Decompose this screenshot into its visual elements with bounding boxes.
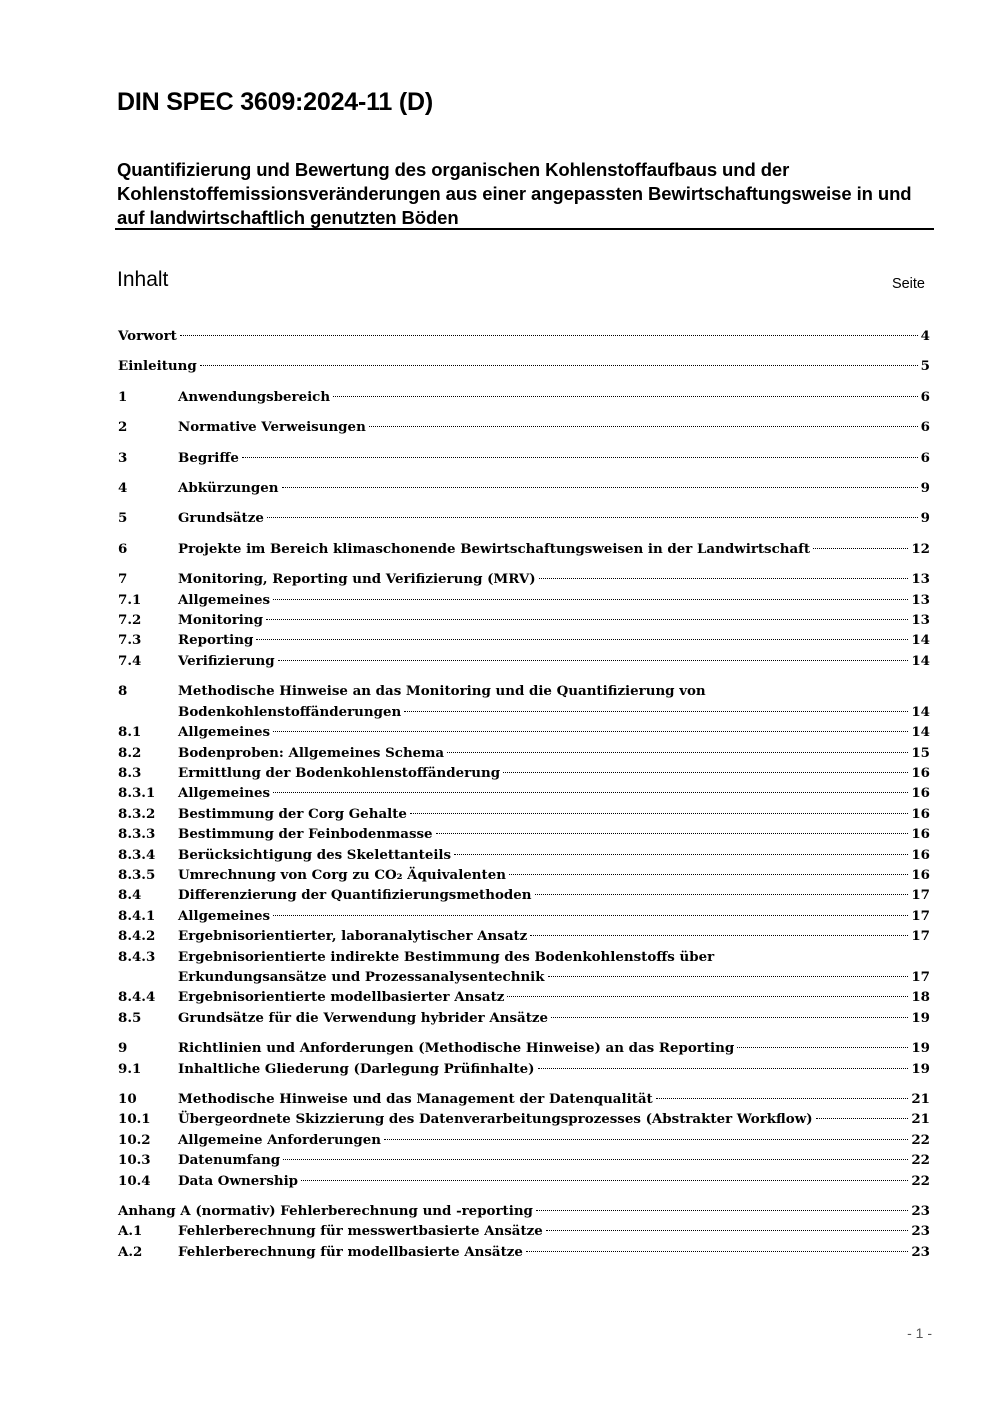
toc-entry[interactable]	[118, 610, 930, 630]
toc-entry-title: Richtlinien und Anforderungen (Methodische Hinweise) an das Reporting	[178, 1040, 735, 1057]
toc-entry-title: Grundsätze	[178, 510, 264, 527]
toc-entry[interactable]	[118, 1038, 930, 1058]
toc-entry-title: Begriffe	[178, 449, 239, 466]
toc-entry-title: Umrechnung von Corg zu CO₂ Äquivalenten	[178, 866, 506, 883]
toc-entry-title: Ergebnisorientierter, laboranalytischer Ansatz	[178, 928, 528, 945]
toc-leader-dots	[816, 1118, 909, 1119]
toc-entry-number: 9.1	[118, 1060, 142, 1077]
toc-entry-number: 10.3	[118, 1152, 151, 1169]
toc-entry-title-line: Ergebnisorientierte indirekte Bestimmung des Bodenkohlenstoffs über	[178, 948, 715, 965]
toc-entry-title: Erkundungsansätze und Prozessanalysentechnik	[178, 968, 545, 985]
toc-leader-dots	[333, 396, 918, 397]
page-number: - 1 -	[907, 1325, 932, 1341]
toc-entry-page: 22	[911, 1131, 930, 1148]
toc-entry-page: 13	[911, 612, 930, 629]
toc-entry-title: Allgemeine Anforderungen	[178, 1131, 382, 1148]
toc-entry-title: Ergebnisorientierte modellbasierter Ansatz	[178, 989, 505, 1006]
toc-entry-page: 16	[911, 846, 930, 863]
toc-entry[interactable]	[118, 1221, 930, 1241]
toc-entry-number: 8.4.1	[118, 907, 156, 924]
toc-leader-dots	[539, 578, 909, 579]
toc-entry-title: Fehlerberechnung für messwertbasierte Ansätze	[178, 1223, 543, 1240]
toc-entry-page: 19	[911, 1009, 930, 1026]
toc-leader-dots	[813, 548, 908, 549]
toc-entry-page: 13	[911, 571, 930, 588]
toc-entry-number: 8.5	[118, 1009, 142, 1026]
toc-entry-page: 21	[911, 1111, 930, 1128]
toc-entry-number: 7.2	[118, 612, 142, 629]
toc-entry-title: Einleitung	[118, 358, 197, 375]
toc-entry-page: 23	[911, 1203, 930, 1220]
toc-entry-title-line: Methodische Hinweise an das Monitoring und die Quantifizierung von	[178, 683, 706, 700]
toc-entry[interactable]	[118, 508, 930, 528]
toc-entry-page: 14	[911, 703, 930, 720]
toc-leader-dots	[551, 1017, 908, 1018]
toc-entry[interactable]	[118, 417, 930, 437]
toc-entry[interactable]	[118, 1201, 930, 1221]
toc-entry-title: Bestimmung der Corg Gehalte	[178, 805, 407, 822]
toc-entry-number: 10.4	[118, 1172, 151, 1189]
toc-entry-title: Fehlerberechnung für modellbasierte Ansätze	[178, 1243, 523, 1260]
toc-entry-title: Ermittlung der Bodenkohlenstoffänderung	[178, 764, 501, 781]
toc-entry-page: 18	[911, 989, 930, 1006]
toc-entry[interactable]	[118, 947, 930, 988]
toc-leader-dots	[656, 1098, 909, 1099]
toc-entry[interactable]	[118, 651, 930, 671]
toc-entry-page: 6	[920, 449, 930, 466]
toc-entry-title: Reporting	[178, 632, 254, 649]
toc-entry[interactable]	[118, 478, 930, 498]
toc-entry-title: Berücksichtigung des Skelettanteils	[178, 846, 452, 863]
toc-entry-title: Bodenkohlenstoffänderungen	[178, 703, 402, 720]
toc-entry[interactable]	[118, 387, 930, 407]
toc-entry-title: Verifizierung	[178, 652, 275, 669]
toc-leader-dots	[404, 711, 908, 712]
toc-entry-number: 10.2	[118, 1131, 151, 1148]
toc-leader-dots	[530, 935, 908, 936]
toc-leader-dots	[509, 874, 908, 875]
toc-leader-dots	[384, 1139, 908, 1140]
toc-entry-title: Bestimmung der Feinbodenmasse	[178, 826, 433, 843]
toc-entry-title: Projekte im Bereich klimaschonende Bewirtschaftungsweisen in der Landwirtschaft	[178, 540, 811, 557]
toc-leader-dots	[536, 1210, 908, 1211]
toc-entry-number: 5	[118, 510, 128, 527]
toc-entry-title: Allgemeines	[178, 591, 271, 608]
toc-entry[interactable]	[118, 326, 930, 346]
toc-entry[interactable]	[118, 1171, 930, 1191]
toc-leader-dots	[503, 772, 908, 773]
toc-entry[interactable]	[118, 1150, 930, 1170]
toc-entry-page: 19	[911, 1040, 930, 1057]
toc-entry-page: 16	[911, 866, 930, 883]
toc-entry[interactable]	[118, 845, 930, 865]
toc-entry[interactable]	[118, 865, 930, 885]
toc-entry-title: Allgemeines	[178, 785, 271, 802]
toc-leader-dots	[273, 599, 908, 600]
toc-leader-dots	[369, 426, 918, 427]
toc-entry-number: 10.1	[118, 1111, 151, 1128]
toc-entry-page: 6	[920, 419, 930, 436]
toc-entry-page: 17	[911, 887, 930, 904]
toc-entry-page: 16	[911, 785, 930, 802]
toc-leader-dots	[436, 833, 909, 834]
toc-entry-title: Allgemeines	[178, 907, 271, 924]
toc-leader-dots	[507, 996, 908, 997]
toc-entry[interactable]	[118, 885, 930, 905]
toc-entry-title: Anwendungsbereich	[178, 388, 331, 405]
toc-entry-page: 9	[920, 510, 930, 527]
toc-leader-dots	[737, 1047, 908, 1048]
toc-entry[interactable]	[118, 590, 930, 610]
toc-entry-page: 4	[920, 328, 930, 344]
toc-entry-number: 2	[118, 419, 128, 436]
toc-leader-dots	[546, 1230, 909, 1231]
toc-entry-number: 10	[118, 1091, 137, 1107]
toc-entry-number: 8.3.2	[118, 805, 156, 822]
toc-entry[interactable]	[118, 1089, 930, 1109]
toc-entry-title: Abkürzungen	[178, 480, 279, 497]
toc-leader-dots	[273, 915, 908, 916]
toc-entry-number: 1	[118, 388, 128, 405]
toc-entry-title: Monitoring	[178, 612, 263, 629]
toc-entry[interactable]	[118, 783, 930, 803]
toc-entry[interactable]	[118, 569, 930, 589]
toc-entry-number: 8.2	[118, 744, 142, 761]
toc-entry[interactable]	[118, 743, 930, 763]
toc-leader-dots	[273, 731, 908, 732]
toc-entry[interactable]	[118, 356, 930, 376]
toc-leader-dots	[526, 1251, 908, 1252]
toc-entry[interactable]	[118, 1059, 930, 1079]
toc-entry-page: 13	[911, 591, 930, 608]
toc-entry-number: 8.3.1	[118, 785, 156, 802]
toc-leader-dots	[273, 792, 908, 793]
toc-entry-number: 8.3.3	[118, 826, 156, 843]
toc-entry-page: 5	[920, 358, 930, 375]
toc-leader-dots	[538, 1068, 909, 1069]
toc-leader-dots	[282, 487, 918, 488]
toc-leader-dots	[447, 752, 908, 753]
toc-page-label: Seite	[891, 276, 925, 292]
toc-entry-page: 14	[911, 652, 930, 669]
toc-entry-number: 8.3.4	[118, 846, 156, 863]
toc-entry-number: 8.4	[118, 887, 142, 904]
toc-entry-page: 19	[911, 1060, 930, 1077]
toc-entry-page: 22	[911, 1152, 930, 1169]
toc-entry-page: 22	[911, 1172, 930, 1189]
toc-entry-number: 7	[118, 571, 128, 588]
document-title: Quantifizierung und Bewertung des organischen Kohlenstoffaufbaus und der Kohlenstoffemissionsveränderungen aus einer angepassten Bewirtschaftungsweise in und auf landwirtschaftlich genutzten Böden	[117, 159, 912, 228]
toc-entry-number: 7.1	[118, 591, 142, 608]
toc-entry-page: 16	[911, 764, 930, 781]
toc-entry-number: 8.4.4	[118, 989, 156, 1006]
toc-leader-dots	[535, 894, 909, 895]
toc-entry[interactable]	[118, 987, 930, 1007]
toc-leader-dots	[267, 517, 918, 518]
toc-leader-dots	[242, 457, 918, 458]
toc-entry-page: 6	[920, 388, 930, 405]
toc-entry-page: 12	[911, 540, 930, 557]
toc-entry[interactable]	[118, 804, 930, 824]
toc-entry[interactable]	[118, 630, 930, 650]
toc-entry[interactable]	[118, 722, 930, 742]
toc-entry-title: Übergeordnete Skizzierung des Datenverarbeitungsprozesses (Abstrakter Workflow)	[178, 1111, 813, 1128]
toc-entry-page: 14	[911, 724, 930, 741]
toc-entry-title: Normative Verweisungen	[178, 419, 366, 436]
toc-entry-page: 14	[911, 632, 930, 649]
toc-leader-dots	[410, 813, 908, 814]
toc-leader-dots	[454, 854, 908, 855]
toc-entry-page: 17	[911, 928, 930, 945]
toc-entry-title: Anhang A (normativ) Fehlerberechnung und -reporting	[118, 1203, 533, 1220]
toc-entry-title: Inhaltliche Gliederung (Darlegung Prüfinhalte)	[178, 1060, 535, 1077]
toc-entry[interactable]	[118, 906, 930, 926]
toc-entry[interactable]	[118, 539, 930, 559]
toc-entry-number: 8	[118, 683, 128, 700]
toc-leader-dots	[283, 1159, 908, 1160]
toc-entry-number: 3	[118, 449, 128, 466]
toc-leader-dots	[266, 619, 908, 620]
toc-leader-dots	[180, 335, 918, 336]
toc-entry-number: 6	[118, 540, 128, 557]
toc-entry-title: Allgemeines	[178, 724, 271, 741]
toc-entry[interactable]	[118, 448, 930, 468]
toc-entry-title: Bodenproben: Allgemeines Schema	[178, 744, 445, 761]
toc-entry-title: Datenumfang	[178, 1152, 281, 1169]
toc-entry-page: 16	[911, 826, 930, 843]
toc-entry-number: A.1	[118, 1223, 143, 1240]
toc-entry[interactable]	[118, 824, 930, 844]
toc-entry-page: 17	[911, 968, 930, 985]
toc-leader-dots	[256, 639, 908, 640]
toc-entry-page: 16	[911, 805, 930, 822]
toc-entry-number: 8.1	[118, 724, 142, 741]
toc-leader-dots	[301, 1180, 908, 1181]
toc-entry[interactable]	[118, 1109, 930, 1129]
toc-entry-title: Monitoring, Reporting und Verifizierung (MRV)	[178, 571, 536, 588]
toc-entry-number: 7.3	[118, 632, 142, 649]
toc-entry[interactable]	[118, 681, 930, 722]
toc-entry-title: Differenzierung der Quantifizierungsmethoden	[178, 887, 532, 904]
toc-entry-number: 8.4.2	[118, 928, 156, 945]
document-id: DIN SPEC 3609:2024-11 (D)	[117, 88, 433, 116]
toc-entry-number: 8.3.5	[118, 866, 156, 883]
toc-entry-title: Vorwort	[118, 328, 177, 344]
toc-entry[interactable]	[118, 1130, 930, 1150]
toc-leader-dots	[548, 976, 909, 977]
toc-entry-title: Methodische Hinweise und das Management der Datenqualität	[178, 1091, 653, 1107]
toc-leader-dots	[278, 660, 909, 661]
toc-entry-page: 23	[911, 1223, 930, 1240]
toc-entry-page: 17	[911, 907, 930, 924]
toc-entry[interactable]	[118, 763, 930, 783]
table-of-contents	[118, 326, 930, 1262]
toc-entry-title: Grundsätze für die Verwendung hybrider Ansätze	[178, 1009, 549, 1026]
toc-entry[interactable]	[118, 1008, 930, 1028]
toc-entry-page: 23	[911, 1243, 930, 1260]
title-divider	[115, 228, 934, 230]
toc-leader-dots	[200, 365, 918, 366]
toc-entry-title: Data Ownership	[178, 1172, 299, 1189]
toc-heading: Inhalt	[117, 268, 169, 291]
toc-entry[interactable]	[118, 926, 930, 946]
toc-entry-page: 15	[911, 744, 930, 761]
toc-entry-page: 21	[911, 1091, 930, 1107]
toc-entry-number: 8.4.3	[118, 948, 156, 965]
toc-entry-number: 7.4	[118, 652, 142, 669]
toc-entry-number: 4	[118, 480, 128, 497]
toc-entry-page: 9	[920, 480, 930, 497]
toc-entry-number: 9	[118, 1040, 128, 1057]
toc-entry[interactable]	[118, 1242, 930, 1262]
toc-entry-number: A.2	[118, 1243, 143, 1260]
toc-entry-number: 8.3	[118, 764, 142, 781]
